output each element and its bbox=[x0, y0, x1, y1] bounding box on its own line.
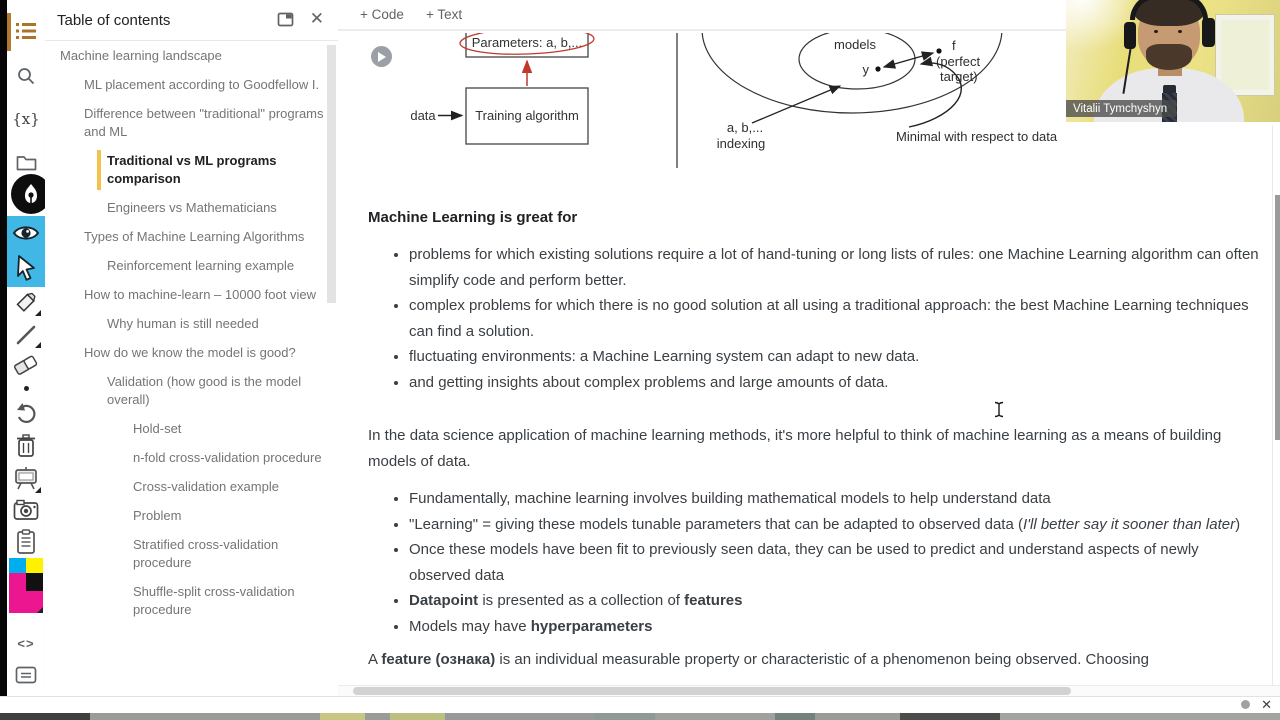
toc-item[interactable]: Engineers vs Mathematicians bbox=[107, 200, 277, 215]
models-label: models bbox=[834, 37, 876, 52]
variables-icon: {x} bbox=[12, 110, 40, 128]
toc-title: Table of contents bbox=[57, 12, 171, 29]
toc-panel bbox=[45, 0, 338, 696]
toc-item-label: Traditional vs ML programs comparison bbox=[107, 153, 277, 186]
cursor-tool[interactable] bbox=[7, 249, 45, 287]
toc-item[interactable]: Shuffle-split cross-validation procedure bbox=[133, 584, 295, 617]
dot-size-tool[interactable] bbox=[7, 383, 45, 393]
minimal-label: Minimal with respect to data bbox=[896, 129, 1058, 144]
whiteboard-tool[interactable] bbox=[7, 463, 45, 495]
variables-tab[interactable] bbox=[7, 106, 45, 132]
headphones-earcup bbox=[1202, 18, 1215, 47]
training-label: Training algorithm bbox=[475, 108, 579, 123]
italic-segment: I'll better say it sooner than later bbox=[1022, 515, 1236, 533]
webcam-video[interactable] bbox=[1066, 0, 1280, 122]
indexing-label-2: indexing bbox=[716, 136, 766, 151]
bold-segment: Datapoint bbox=[409, 592, 479, 609]
toc-item[interactable]: Reinforcement learning example bbox=[107, 258, 295, 273]
y-label: y bbox=[862, 62, 869, 77]
list-icon bbox=[15, 21, 37, 41]
eye-icon bbox=[13, 224, 39, 242]
active-item-bar bbox=[97, 150, 101, 190]
bullet-item: • and getting insights about complex problems and large amounts of data. bbox=[409, 370, 1260, 396]
trash-icon bbox=[15, 433, 37, 459]
toc-item[interactable]: Types of Machine Learning Algorithms bbox=[84, 229, 305, 244]
pen-nib-icon bbox=[21, 183, 41, 205]
submenu-triangle bbox=[35, 310, 41, 316]
code-brackets-icon: <> bbox=[17, 635, 35, 651]
bullet-item bbox=[409, 588, 1260, 614]
text-segment: A bbox=[368, 651, 382, 668]
color-cyan[interactable] bbox=[9, 558, 26, 573]
text-cursor-pointer bbox=[993, 401, 1005, 423]
text-segment: is an individual measurable property or characteristic of a phenomenon being observed. Choosing bbox=[495, 651, 1149, 668]
parameters-label: Parameters: a, b,... bbox=[471, 35, 583, 50]
bullet-item bbox=[409, 614, 1260, 640]
bullet-item: • fluctuating environments: a Machine Learning system can adapt to new data. bbox=[409, 344, 1260, 370]
toc-item[interactable]: Validation (how good is the model overall) bbox=[107, 374, 302, 407]
toc-item[interactable]: n-fold cross-validation procedure bbox=[133, 450, 322, 465]
clipboard-icon bbox=[15, 529, 37, 555]
clipboard-tool[interactable] bbox=[7, 526, 45, 558]
eraser-tool[interactable] bbox=[7, 350, 45, 380]
toc-list bbox=[45, 42, 328, 696]
text-segment: is presented as a collection of bbox=[478, 592, 685, 609]
play-icon bbox=[377, 52, 386, 62]
add-text-button[interactable]: + Text bbox=[426, 7, 463, 22]
markdown-cell[interactable] bbox=[368, 202, 1260, 688]
toc-item[interactable]: ML placement according to Goodfellow I. bbox=[84, 77, 320, 92]
horizontal-scrollbar[interactable] bbox=[353, 687, 1071, 695]
bold-segment: features bbox=[684, 592, 743, 609]
vertical-scroll-track bbox=[1272, 125, 1273, 685]
dot-icon bbox=[24, 386, 29, 391]
toc-item[interactable]: Hold-set bbox=[133, 421, 182, 436]
ml-diagram bbox=[400, 33, 1080, 175]
code-view-tab[interactable] bbox=[7, 632, 45, 654]
toc-item-active[interactable] bbox=[45, 152, 328, 188]
perfect-label: (perfect bbox=[936, 54, 981, 69]
submenu-triangle bbox=[35, 487, 41, 493]
f-label: f bbox=[952, 38, 956, 53]
headphones-earcup bbox=[1124, 22, 1136, 49]
toc-close-button[interactable]: ✕ bbox=[309, 9, 324, 28]
camera-icon bbox=[13, 499, 39, 521]
speaker-name-badge: Vitalii Tymchyshyn bbox=[1066, 100, 1176, 117]
run-cell-button[interactable] bbox=[371, 46, 392, 67]
cell-heading: Machine Learning is great for bbox=[368, 209, 578, 226]
files-tab[interactable] bbox=[7, 149, 45, 175]
search-tab[interactable] bbox=[7, 61, 45, 91]
search-icon bbox=[16, 66, 36, 86]
bold-segment: feature (ознака) bbox=[381, 651, 496, 668]
speaker-beard bbox=[1146, 44, 1192, 70]
bullet-item: • Fundamentally, machine learning involves building mathematical models to help understand data bbox=[409, 486, 1260, 512]
minimal-arrow bbox=[909, 63, 961, 127]
color-palette-tool[interactable] bbox=[9, 558, 43, 613]
bullet-item: • problems for which existing solutions require a lot of hand-tuning or long lists of rules: one Machine Learning algorithm can often simplify code and perform better. bbox=[409, 242, 1260, 293]
toc-header bbox=[45, 0, 338, 41]
eraser-icon bbox=[12, 352, 40, 378]
headphones-band bbox=[1130, 0, 1208, 20]
cursor-icon bbox=[15, 255, 37, 281]
popout-button[interactable] bbox=[277, 12, 294, 32]
clipped-paragraph bbox=[368, 647, 1260, 673]
submenu-triangle bbox=[37, 607, 43, 613]
toc-item[interactable]: Problem bbox=[133, 508, 182, 523]
text-segment: ) bbox=[1235, 515, 1241, 533]
overlay-close-button[interactable]: ✕ bbox=[1261, 697, 1272, 712]
clear-tool[interactable] bbox=[7, 430, 45, 462]
speaker-eye bbox=[1178, 30, 1182, 33]
speaker-eye bbox=[1154, 30, 1158, 33]
text-segment: Models may have bbox=[409, 617, 531, 635]
submenu-triangle bbox=[35, 342, 41, 348]
toc-item[interactable]: Why human is still needed bbox=[107, 316, 259, 331]
toc-item[interactable]: Difference between "traditional" programs and ML bbox=[84, 106, 324, 139]
popout-icon bbox=[277, 12, 294, 27]
toc-scrollbar[interactable] bbox=[327, 45, 336, 303]
bullet-list-1 bbox=[368, 242, 1260, 395]
undo-tool[interactable] bbox=[7, 399, 45, 429]
vertical-scrollbar[interactable] bbox=[1275, 195, 1280, 440]
taskbar-edge bbox=[0, 713, 1280, 720]
console-icon bbox=[15, 666, 37, 684]
undo-icon bbox=[14, 402, 38, 426]
folder-icon bbox=[16, 154, 37, 171]
screenshot-tool[interactable] bbox=[7, 496, 45, 524]
diagram-cell bbox=[400, 33, 1080, 175]
bullet-item bbox=[409, 512, 1260, 538]
screen-edge bbox=[0, 0, 7, 700]
status-dot[interactable] bbox=[1241, 700, 1250, 709]
color-black[interactable] bbox=[26, 573, 43, 591]
sidebar-rail bbox=[7, 0, 45, 696]
bold-segment: hyperparameters bbox=[530, 617, 653, 635]
paragraph: In the data science application of machine learning methods, it's more helpful to think of machine learning as a means of building models of data. bbox=[368, 427, 1222, 470]
bullet-item: • complex problems for which there is no good solution at all using a traditional approach: the best Machine Learning techniques can find a solution. bbox=[409, 293, 1260, 344]
data-label: data bbox=[410, 108, 436, 123]
toc-item[interactable]: Cross-validation example bbox=[133, 479, 279, 494]
target-label: target) bbox=[940, 69, 978, 84]
console-tab[interactable] bbox=[7, 662, 45, 688]
color-yellow[interactable] bbox=[26, 558, 43, 573]
toc-item[interactable]: How do we know the model is good? bbox=[84, 345, 296, 360]
toc-item[interactable]: How to machine-learn – 10000 foot view bbox=[84, 287, 316, 302]
add-code-button[interactable]: + Code bbox=[360, 7, 404, 22]
bullet-list-2 bbox=[368, 486, 1260, 639]
text-segment: "Learning" = giving these models tunable parameters that can be adapted to observed data ( bbox=[409, 515, 1023, 533]
indexing-label-1: a, b,... bbox=[726, 120, 764, 135]
horizontal-scroll-track bbox=[338, 685, 1280, 696]
toc-item[interactable]: Machine learning landscape bbox=[60, 48, 222, 63]
bottom-overlay-bar bbox=[0, 696, 1280, 713]
line-tool[interactable] bbox=[7, 320, 45, 350]
view-tool[interactable] bbox=[7, 216, 45, 249]
marker-tool[interactable] bbox=[7, 288, 45, 318]
toc-tab-icon[interactable] bbox=[7, 14, 45, 48]
toc-item[interactable]: Stratified cross-validation procedure bbox=[133, 537, 279, 570]
bullet-item: • Once these models have been fit to previously seen data, they can be used to predict and understand aspects of newly observed data bbox=[409, 537, 1260, 588]
